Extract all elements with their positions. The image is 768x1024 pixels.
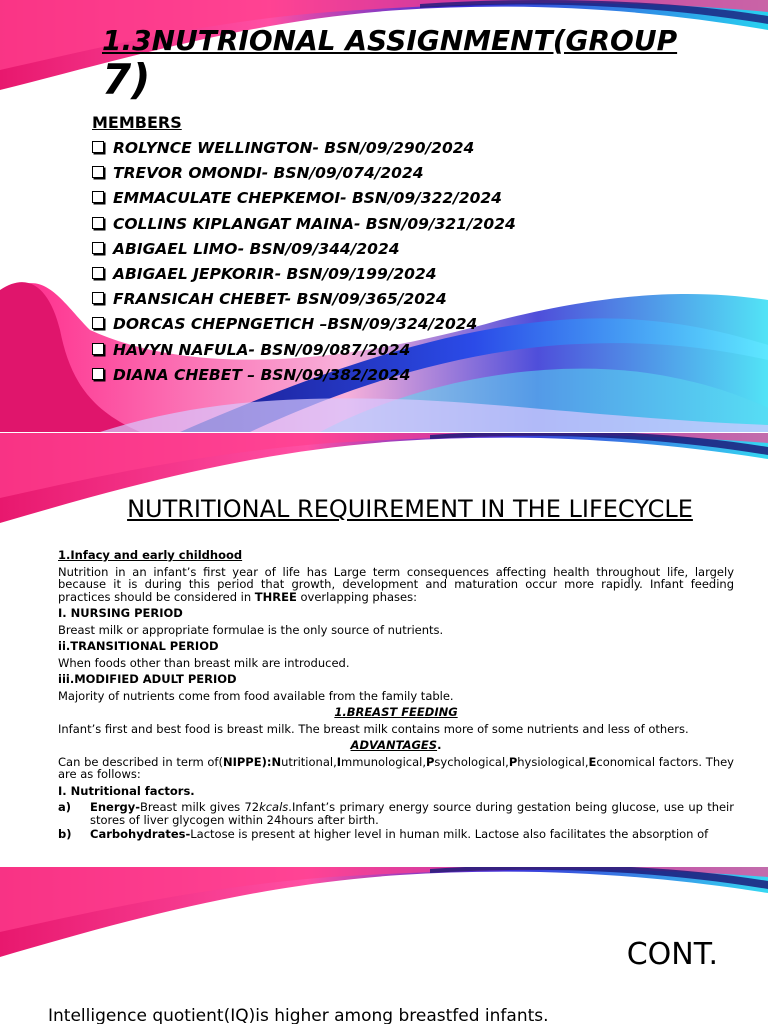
member-name: COLLINS KIPLANGAT MAINA- BSN/09/321/2024: [113, 214, 516, 233]
checkbox-bullet-icon: [92, 166, 104, 178]
member-item: [92, 162, 516, 187]
nippe-letter: P: [425, 754, 435, 769]
phase-text: When foods other than breast milk are introduced.: [58, 655, 350, 670]
member-name: ROLYNCE WELLINGTON- BSN/09/290/2024: [113, 139, 475, 157]
factor-desc-end: .Infant’s primary energy source during gestation being glucose, use up their stores of liver glycogen within 24hours after birth.: [90, 800, 734, 827]
nippe-letter: N: [271, 754, 282, 769]
factor-desc: Breast milk gives 72: [140, 800, 260, 814]
member-name: ABIGAEL LIMO- BSN/09/344/2024: [113, 239, 400, 258]
members-list: [92, 137, 516, 389]
lifecycle-document-body: [58, 549, 734, 843]
checkbox-bullet-icon: [92, 267, 104, 279]
intro-text-end: overlapping phases:: [296, 589, 417, 604]
checkbox-bullet-icon: [92, 368, 104, 380]
nippe-letter: P: [508, 754, 518, 769]
member-item: [92, 238, 516, 263]
phase-text: Majority of nutrients come from food available from the family table.: [58, 688, 454, 703]
nutritional-factors-heading: I. Nutritional factors.: [58, 783, 195, 798]
continued-body-text: Intelligence quotient(IQ)is higher among breastfed infants.: [48, 1006, 549, 1024]
breast-feeding-heading: 1.BREAST FEEDING: [334, 705, 458, 719]
nippe-paragraph: [58, 756, 734, 781]
breast-feeding-text: Infant’s first and best food is breast milk. The breast milk contains more of some nutrients and less of others.: [58, 721, 689, 736]
member-item: [92, 313, 516, 338]
assignment-title-main: 1.3NUTRIONAL ASSIGNMENT(GROUP: [102, 24, 678, 57]
member-item: [92, 213, 516, 238]
factor-label: a): [58, 800, 72, 814]
intro-paragraph: [58, 566, 734, 604]
phase-text: Breast milk or appropriate formulae is the only source of nutrients.: [58, 622, 444, 637]
nippe-word: utritional,: [281, 754, 337, 769]
checkbox-bullet-icon: [92, 343, 104, 355]
member-item: [92, 339, 516, 364]
continued-title: CONT.: [626, 937, 718, 972]
phase-heading: I. NURSING PERIOD: [58, 606, 183, 620]
advantages-heading-line: [58, 739, 734, 752]
member-item: [92, 187, 516, 212]
lifecycle-title: NUTRITIONAL REQUIREMENT IN THE LIFECYCLE: [127, 495, 693, 523]
factor-text: [90, 801, 734, 826]
member-item: [92, 137, 516, 162]
nippe-suffix: They are as follows:: [58, 754, 734, 781]
member-name: ABIGAEL JEPKORIR- BSN/09/199/2024: [113, 264, 437, 283]
member-item: [92, 288, 516, 313]
nippe-word: mmunological,: [341, 754, 426, 769]
phase-heading: iii.MODIFIED ADULT PERIOD: [58, 672, 237, 686]
member-name: DIANA CHEBET – BSN/09/382/2024: [113, 365, 411, 384]
factor-item-energy: [58, 801, 734, 826]
member-name: EMMACULATE CHEPKEMOI- BSN/09/322/2024: [113, 189, 502, 208]
member-name: FRANSICAH CHEBET- BSN/09/365/2024: [113, 290, 447, 309]
slide-continued: [0, 867, 768, 1024]
member-name: HAVYN NAFULA- BSN/09/087/2024: [113, 340, 411, 359]
factor-item-carbohydrates: [58, 828, 734, 841]
checkbox-bullet-icon: [92, 191, 104, 203]
section-heading: 1.Infacy and early childhood: [58, 548, 243, 562]
checkbox-bullet-icon: [92, 317, 104, 329]
intro-text: Nutrition in an infant’s first year of life has Large term consequences affecting health throughout life, largely because it is during this period that growth, development and maturation occur more rapidly. Infant feeding practices should be considered in: [58, 564, 734, 604]
phase-heading: ii.TRANSITIONAL PERIOD: [58, 639, 219, 653]
factor-unit: kcals: [259, 800, 289, 814]
nippe-word: hysiological,: [517, 754, 589, 769]
members-label: MEMBERS: [92, 113, 182, 132]
checkbox-bullet-icon: [92, 292, 104, 304]
nippe-letter: E: [588, 754, 597, 769]
factor-text: [90, 828, 708, 841]
member-name: DORCAS CHEPNGETICH –BSN/09/324/2024: [113, 315, 478, 334]
member-name: TREVOR OMONDI- BSN/09/074/2024: [113, 164, 424, 183]
assignment-title-group-number: 7): [102, 55, 151, 104]
checkbox-bullet-icon: [92, 242, 104, 254]
nippe-letter: I: [336, 754, 342, 769]
assignment-title: [102, 24, 712, 102]
factor-label: b): [58, 827, 72, 841]
checkbox-bullet-icon: [92, 141, 104, 153]
slide-lifecycle-nutrition: [0, 433, 768, 866]
member-item: [92, 364, 516, 389]
nippe-word: conomical factors.: [596, 754, 703, 769]
advantages-heading: ADVANTAGES: [350, 738, 438, 752]
nippe-acronym: NIPPE):: [222, 754, 272, 769]
nippe-prefix: Can be described in term of(: [58, 754, 223, 769]
advantages-period: .: [437, 738, 442, 752]
nippe-word: sychological,: [434, 754, 509, 769]
factor-desc: Lactose is present at higher level in human milk. Lactose also facilitates the absorption of: [190, 827, 709, 841]
intro-emphasis: THREE: [254, 589, 297, 604]
factor-name: Energy-: [90, 800, 141, 814]
checkbox-bullet-icon: [92, 217, 104, 229]
slide-members: [0, 0, 768, 432]
member-item: [92, 263, 516, 288]
factor-name: Carbohydrates-: [90, 827, 191, 841]
